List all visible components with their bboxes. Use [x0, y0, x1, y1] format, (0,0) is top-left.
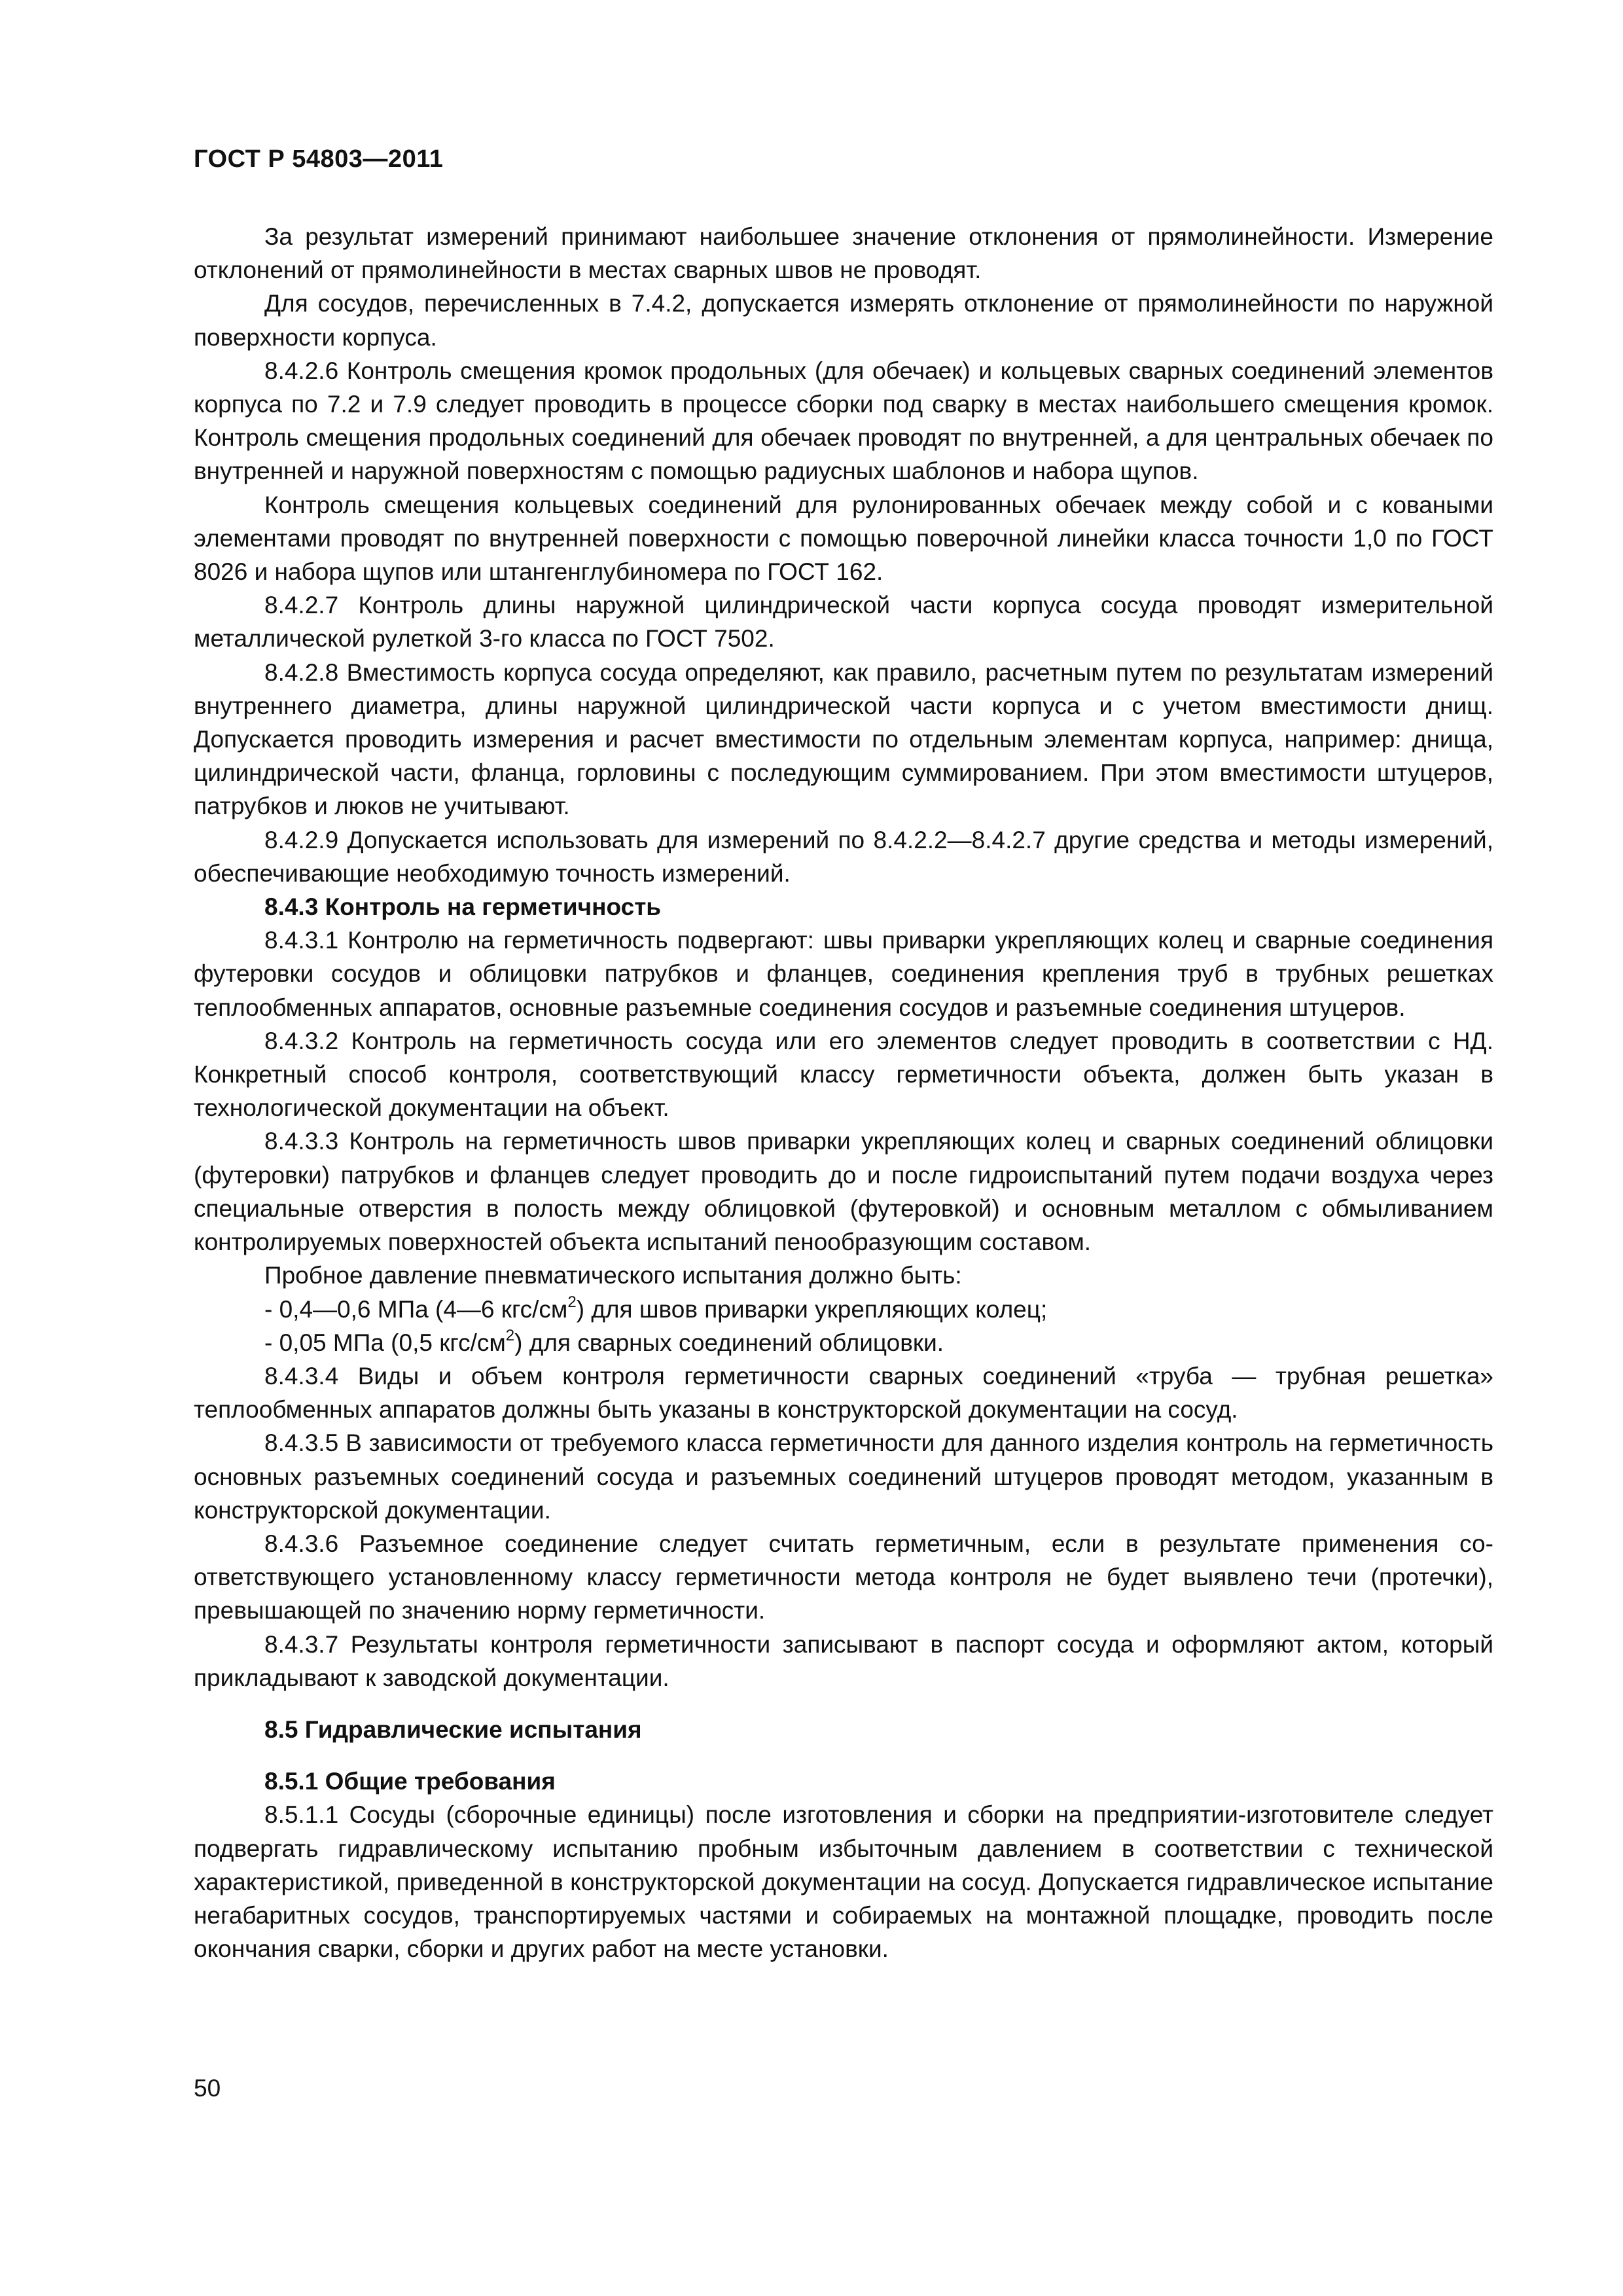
- paragraph: 8.4.3.7 Результаты контроля герметичности записывают в паспорт сосуда и оформляют актом, который прикладывают к заводской документации.: [194, 1630, 1493, 1691]
- page-number: 50: [194, 2075, 221, 2102]
- paragraph: Для сосудов, перечисленных в 7.4.2, допускается измерять отклонение от прямолинейности по наружной поверхности корпуса.: [194, 290, 1493, 351]
- paragraph: 8.5.1.1 Сосуды (сборочные единицы) после изготовления и сборки на предприятии-изготовителе следует подвергать гидравлическому испытанию пробным избыточным давлением в соответствии с технической характеристикой, приведенной в конструкторской документации на сосуд. Допускается гидравлическое испытание негабаритных сосудов, транспортируемых частями и собираемых на монтажной площадке, проводить после окончания сварки, сборки и других работ на месте установки.: [194, 1801, 1493, 1963]
- section-heading: 8.5 Гидравлические испытания: [264, 1715, 642, 1743]
- paragraph: За результат измерений принимают наибольшее значение отклонения от прямолинейности. Измерение отклонений от прямолинейности в местах сварных швов не проводят.: [194, 223, 1493, 284]
- list-item-text: - 0,4—0,6 МПа (4—6 кгс/см: [264, 1295, 568, 1323]
- section-heading: 8.4.3 Контроль на герметичность: [264, 893, 662, 921]
- paragraph: 8.4.2.7 Контроль длины наружной цилиндрической части корпуса сосуда проводят измерительной металлической рулеткой 3-го класса по ГОСТ 7502.: [194, 592, 1493, 653]
- paragraph: 8.4.3.3 Контроль на герметичность швов приварки укрепляющих колец и сварных соединений облицовки (футеровки) патрубков и фланцев следует проводить до и после гидроиспытаний путем подачи воздуха через специальные отверстия в полость между облицовкой (футеровкой) и основным металлом с обмыливанием контролируемых поверхностей объекта испытаний пенообразующим составом.: [194, 1128, 1493, 1256]
- list-item-text: ) для сварных соединений облицовки.: [514, 1329, 944, 1356]
- list-item-text: ) для швов приварки укрепляющих колец;: [576, 1295, 1048, 1323]
- paragraph: 8.4.3.6 Разъемное соединение следует считать герметичным, если в результате применения соответствующего установленному классу герметичности метода контроля не будет выявлено течи (протечки), превышающей по значению норму герметичности.: [194, 1530, 1493, 1624]
- paragraph: 8.4.3.5 В зависимости от требуемого класса герметичности для данного изделия контроль на герметичность основных разъемных соединений сосуда и разъемных соединений штуцеров проводят методом, указанным в конструкторской документации.: [194, 1429, 1493, 1524]
- superscript: 2: [567, 1293, 577, 1312]
- list-item: [194, 1326, 1493, 1359]
- superscript: 2: [505, 1327, 515, 1345]
- list-item-text: - 0,05 МПа (0,5 кгс/см: [264, 1329, 506, 1356]
- list-item: [194, 1293, 1493, 1326]
- document-body: [194, 220, 1493, 1965]
- paragraph: 8.4.3.1 Контролю на герметичность подвергают: швы приварки укрепляющих колец и сварные соединения футеровки сосудов и облицовки патрубков и фланцев, соединения крепления труб в трубных решетках теплообменных аппаратов, основные разъемные соединения сосудов и разъемные соединения штуцеров.: [194, 927, 1493, 1021]
- paragraph: 8.4.2.8 Вместимость корпуса сосуда определяют, как правило, расчетным путем по результатам измерений внутреннего диаметра, длины наружной цилиндрической части корпуса и с учетом вместимости днищ. Допускается проводить измерения и расчет вместимости по отдельным элементам корпуса, например: днища, цилиндрической части, фланца, горловины с последующим суммированием. При этом вместимости штуцеров, патрубков и люков не учитывают.: [194, 658, 1493, 820]
- paragraph: Пробное давление пневматического испытания должно быть:: [264, 1262, 962, 1289]
- paragraph: 8.4.2.6 Контроль смещения кромок продольных (для обечаек) и кольцевых сварных соединений элементов корпуса по 7.2 и 7.9 следует проводить в процессе сборки под сварку в местах наибольшего смещения кромок. Контроль смещения продольных соединений для обечаек проводят по внутренней, а для центральных обечаек по внутренней и наружной поверхностям с помощью радиусных шаблонов и набора щупов.: [194, 357, 1493, 485]
- paragraph: Контроль смещения кольцевых соединений для рулонированных обечаек между собой и с коваными элементами проводят по внутренней поверхности с помощью поверочной линейки класса точности 1,0 по ГОСТ 8026 и набора щупов или штангенглубиномера по ГОСТ 162.: [194, 491, 1493, 586]
- paragraph: 8.4.2.9 Допускается использовать для измерений по 8.4.2.2—8.4.2.7 другие средства и методы измерений, обеспечивающие необходимую точность измерений.: [194, 826, 1493, 887]
- document-header: ГОСТ Р 54803—2011: [194, 145, 444, 173]
- section-heading: 8.5.1 Общие требования: [264, 1768, 556, 1795]
- paragraph: 8.4.3.4 Виды и объем контроля герметичности сварных соединений «труба — трубная решетка» теплообменных аппаратов должны быть указаны в конструкторской документации на сосуд.: [194, 1362, 1493, 1424]
- paragraph: 8.4.3.2 Контроль на герметичность сосуда или его элементов следует проводить в соответствии с НД. Конкретный способ контроля, соответствующий классу герметичности объекта, должен быть указан в технологической документации на объект.: [194, 1027, 1493, 1122]
